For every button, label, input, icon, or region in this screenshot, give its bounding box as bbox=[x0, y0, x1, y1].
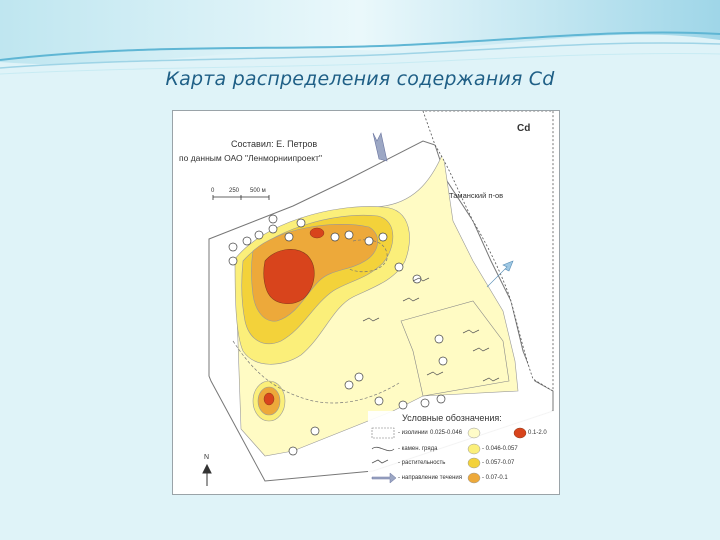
map-legend bbox=[368, 411, 554, 491]
south-zone-core bbox=[264, 393, 274, 405]
compiled-by-label: Составил: Е. Петров bbox=[231, 139, 318, 149]
legend-title: Условные обозначения: bbox=[402, 413, 502, 423]
legend-class-4: - 0.07-0.1 bbox=[482, 475, 508, 481]
data-source-label: по данным ОАО "Ленморниипроект" bbox=[179, 153, 322, 163]
zone-0100-2000-small bbox=[310, 228, 324, 238]
cd-distribution-map bbox=[172, 110, 560, 495]
legend-isoline-label: - изолинии bbox=[398, 430, 428, 436]
legend-class-3: - 0.057-0.07 bbox=[482, 460, 515, 466]
scale-label-500: 500 м bbox=[250, 188, 266, 194]
legend-class-1: 0.025-0.046 bbox=[430, 430, 463, 436]
legend-class-2: - 0.046-0.057 bbox=[482, 446, 518, 452]
north-label: N bbox=[204, 454, 210, 461]
north-arrow bbox=[203, 465, 211, 486]
scale-bar bbox=[213, 195, 269, 200]
scale-label-250: 250 bbox=[229, 188, 240, 194]
element-label: Cd bbox=[517, 123, 531, 134]
scale-label-0: 0 bbox=[211, 188, 215, 194]
zone-0100-2000-north bbox=[264, 249, 315, 303]
slide-title: Карта распределения содержания Cd bbox=[165, 68, 555, 90]
current-direction-arrow bbox=[373, 133, 387, 161]
legend-current-label: - направление течения bbox=[398, 475, 462, 481]
taman-peninsula-label: Таманский п-ов bbox=[449, 191, 504, 200]
legend-vegetation-label: - растительность bbox=[398, 460, 446, 466]
legend-class-5: 0.1-2.0 bbox=[528, 430, 547, 436]
legend-ridge-label: - камен. гряда bbox=[398, 446, 438, 452]
